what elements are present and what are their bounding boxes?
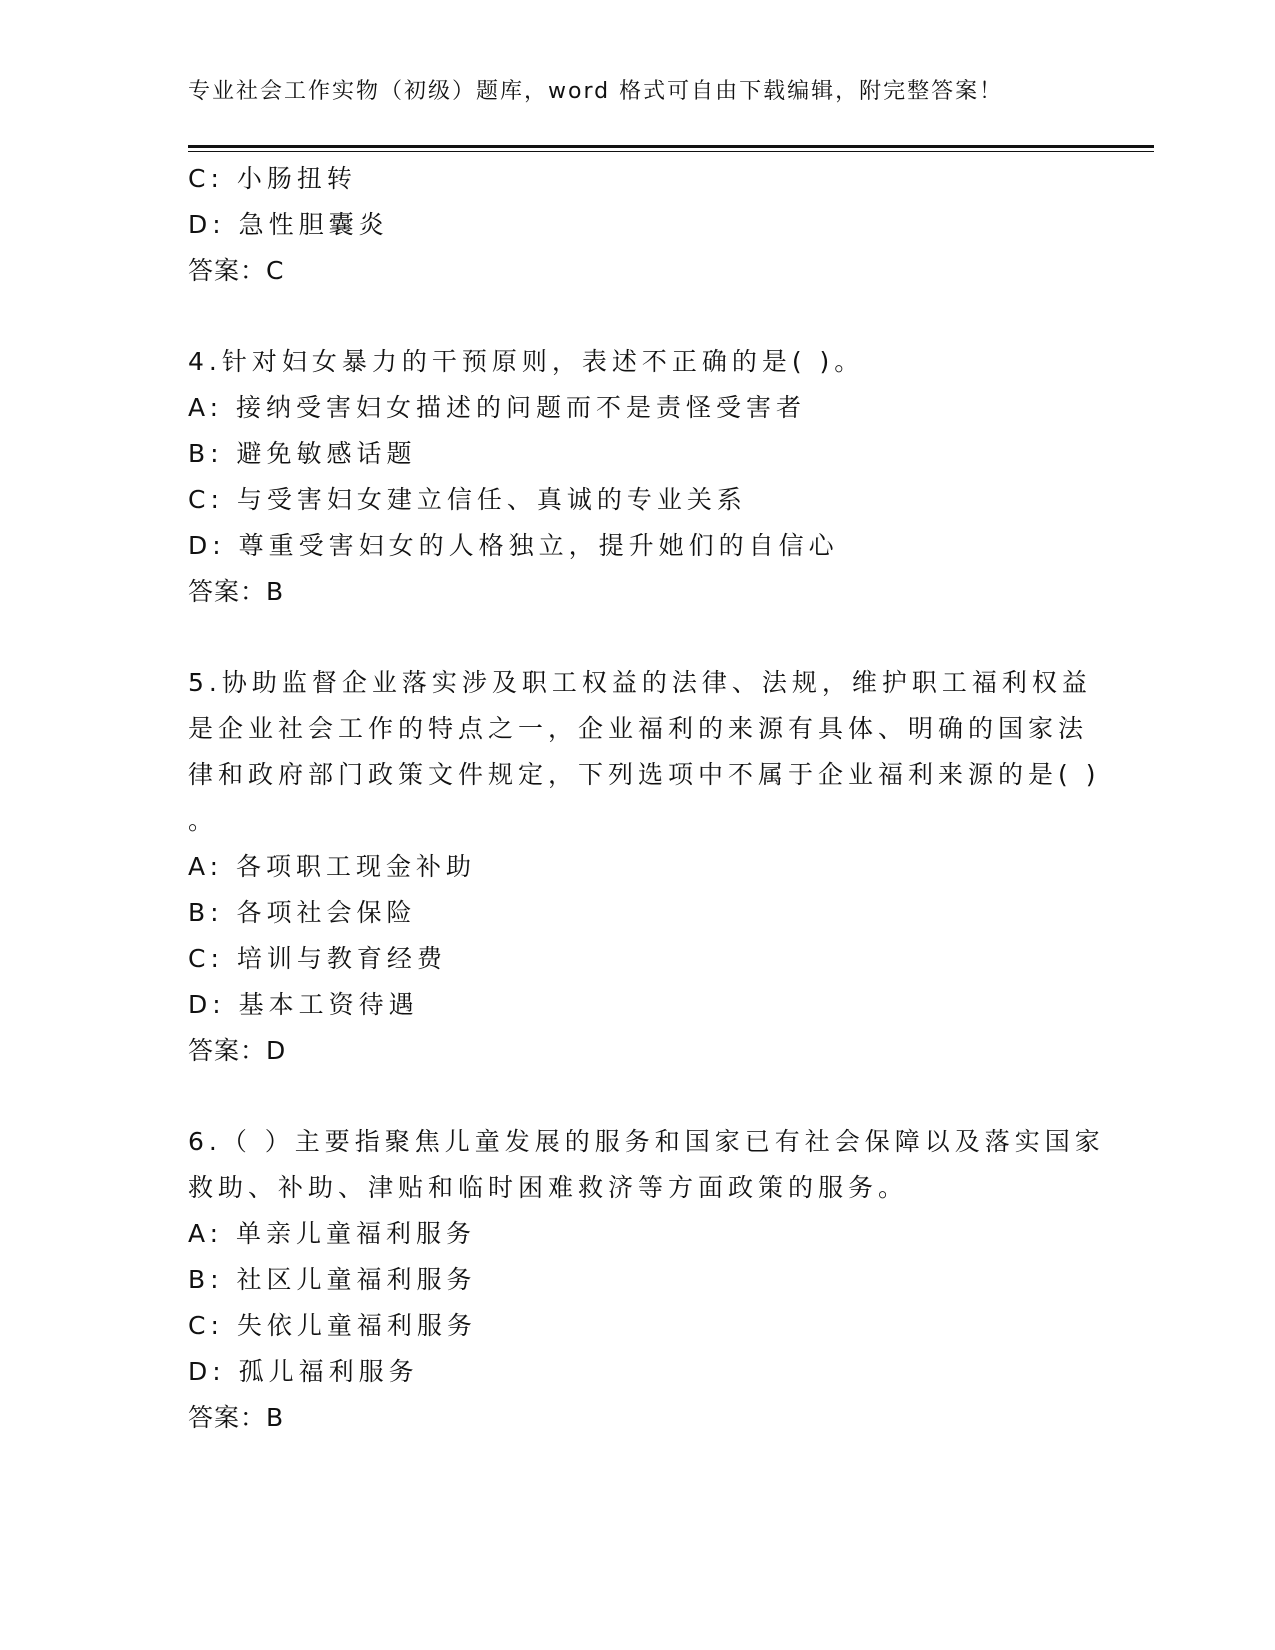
question-stem: 4.针对妇女暴力的干预原则，表述不正确的是( )。 [188,347,865,376]
question-list [188,156,1105,1441]
header-rule-thin [188,151,1154,152]
option-d: D: 孤儿福利服务 [188,1357,419,1386]
option-b: B: 避免敏感话题 [188,439,417,468]
question-stem-line: 5.协助监督企业落实涉及职工权益的法律、法规，维护职工福利权益 [188,668,1092,697]
question-stem-line: 。 [188,806,219,835]
option-c: C: 培训与教育经费 [188,944,447,973]
question-4 [188,339,1088,615]
spacer [188,294,1088,339]
option-a: A: 各项职工现金补助 [188,852,477,881]
answer-line: 答案：D [188,1036,287,1065]
question-stem-line: 是企业社会工作的特点之一，企业福利的来源有具体、明确的国家法 [188,714,1089,743]
question-stem-line: 律和政府部门政策文件规定，下列选项中不属于企业福利来源的是( ) [188,760,1101,789]
answer-line: 答案：C [188,256,285,285]
question-5 [188,660,1101,1074]
option-a: A: 接纳受害妇女描述的问题而不是责怪受害者 [188,393,807,422]
option-b: B: 各项社会保险 [188,898,417,927]
option-c: C: 失依儿童福利服务 [188,1311,477,1340]
option-c: C: 小肠扭转 [188,164,357,193]
question-stem-line: 救助、补助、津贴和临时困难救济等方面政策的服务。 [188,1173,909,1202]
option-b: B: 社区儿童福利服务 [188,1265,477,1294]
spacer [188,615,1088,660]
option-c: C: 与受害妇女建立信任、真诚的专业关系 [188,485,747,514]
question-stem-line: 6.（ ）主要指聚焦儿童发展的服务和国家已有社会保障以及落实国家 [188,1127,1105,1156]
option-a: A: 单亲儿童福利服务 [188,1219,477,1248]
question-6 [188,1119,1105,1441]
question-3 [188,156,1088,294]
option-d: D: 基本工资待遇 [188,990,419,1019]
option-d: D: 急性胆囊炎 [188,210,389,239]
option-d: D: 尊重受害妇女的人格独立，提升她们的自信心 [188,531,839,560]
answer-line: 答案：B [188,577,285,606]
spacer [188,1074,1088,1119]
header-rule-thick [188,145,1154,148]
page-header: 专业社会工作实物（初级）题库，word 格式可自由下载编辑，附完整答案！ [188,79,1004,104]
answer-line: 答案：B [188,1403,285,1432]
